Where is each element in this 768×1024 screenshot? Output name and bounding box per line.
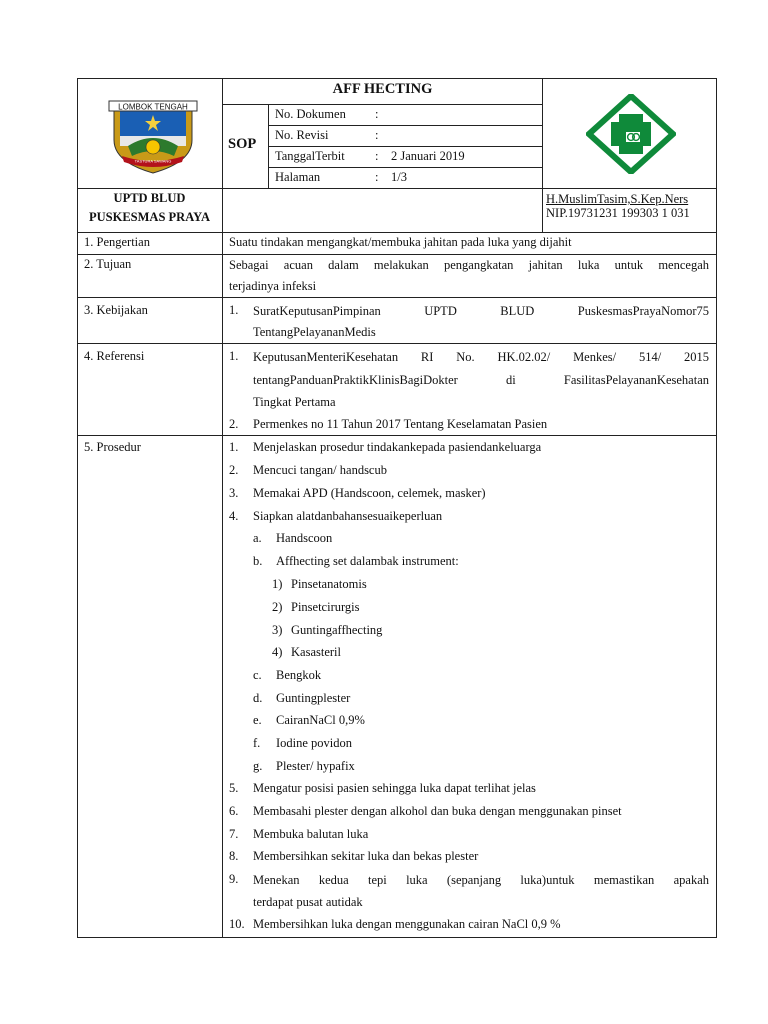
prosedur-substep: Iodine povidon <box>276 736 353 750</box>
field-label: TanggalTerbit <box>275 149 345 163</box>
list-paren-number: 2) <box>272 600 283 614</box>
sop-label: SOP <box>228 136 257 152</box>
signer-name: H.MuslimTasim,S.Kep.Ners <box>546 192 689 206</box>
field-sep: : <box>375 170 379 184</box>
field-label: No. Dokumen <box>275 107 346 121</box>
section-label-tujuan: 2. Tujuan <box>84 257 132 271</box>
prosedur-substep: Handscoon <box>276 531 333 545</box>
list-number: 10. <box>229 917 245 931</box>
list-number: 4. <box>229 509 239 523</box>
field-sep: : <box>375 107 379 121</box>
list-number: 8. <box>229 849 239 863</box>
prosedur-substep: Bengkok <box>276 668 322 682</box>
referensi-line: Tingkat Pertama <box>253 395 336 409</box>
list-paren-number: 3) <box>272 623 283 637</box>
section-label-kebijakan: 3. Kebijakan <box>84 303 148 317</box>
prosedur-substep: CairanNaCl 0,9% <box>276 713 365 727</box>
list-number: 2. <box>229 463 239 477</box>
signer-nip: NIP.19731231 199303 1 031 <box>546 206 690 220</box>
instrument-item: Guntingaffhecting <box>291 623 383 637</box>
field-label: No. Revisi <box>275 128 329 142</box>
prosedur-substep: Guntingplester <box>276 691 351 705</box>
list-number: 5. <box>229 781 239 795</box>
list-letter: d. <box>253 691 263 705</box>
kebijakan-line: SuratKeputusanPimpinan UPTD BLUD PuskesmasPrayaNomor75 <box>253 304 709 318</box>
prosedur-step: Memakai APD (Handscoon, celemek, masker) <box>253 486 486 500</box>
prosedur-step: Mengatur posisi pasien sehingga luka dapat terlihat jelas <box>253 781 536 795</box>
kebijakan-line: TentangPelayananMedis <box>253 325 376 339</box>
field-label: Halaman <box>275 170 321 184</box>
list-letter: c. <box>253 668 262 682</box>
prosedur-step: Membersihkan luka dengan menggunakan cairan NaCl 0,9 % <box>253 917 561 931</box>
list-letter: a. <box>253 531 262 545</box>
org-line2: PUSKESMAS PRAYA <box>89 210 210 224</box>
list-number: 6. <box>229 804 239 818</box>
list-number: 1. <box>229 303 239 317</box>
list-paren-number: 4) <box>272 645 283 659</box>
puskesmas-logo <box>586 94 676 174</box>
prosedur-substep: Affhecting set dalambak instrument: <box>276 554 459 568</box>
list-number: 2. <box>229 417 239 431</box>
instrument-item: Pinsetcirurgis <box>291 600 360 614</box>
instrument-item: Pinsetanatomis <box>291 577 367 591</box>
svg-text:TASTURA SAWANG: TASTURA SAWANG <box>134 158 172 164</box>
list-letter: e. <box>253 713 262 727</box>
tujuan-line: terjadinya infeksi <box>229 279 317 293</box>
list-number: 7. <box>229 827 239 841</box>
prosedur-substep: Plester/ hypafix <box>276 759 355 773</box>
lombok-tengah-logo <box>108 100 198 174</box>
field-value: 2 Januari 2019 <box>391 149 465 163</box>
list-number: 1. <box>229 349 239 363</box>
prosedur-step: terdapat pusat autidak <box>253 895 363 909</box>
svg-text:LOMBOK TENGAH: LOMBOK TENGAH <box>118 102 188 112</box>
referensi-line: KeputusanMenteriKesehatan RI No. HK.02.02/ Menkes/ 514/ 2015 <box>253 350 709 364</box>
prosedur-step: Membuka balutan luka <box>253 827 369 841</box>
referensi-line: Permenkes no 11 Tahun 2017 Tentang Keselamatan Pasien <box>253 417 548 431</box>
section-label-prosedur: 5. Prosedur <box>84 440 141 454</box>
list-letter: f. <box>253 736 261 750</box>
prosedur-step: Membasahi plester dengan alkohol dan buka dengan menggunakan pinset <box>253 804 622 818</box>
prosedur-step: Menjelaskan prosedur tindakankepada pasiendankeluarga <box>253 440 542 454</box>
list-letter: b. <box>253 554 263 568</box>
field-sep: : <box>375 128 379 142</box>
prosedur-step: Membersihkan sekitar luka dan bekas plester <box>253 849 479 863</box>
field-value: 1/3 <box>391 170 407 184</box>
page-title: AFF HECTING <box>332 81 433 97</box>
org-line1: UPTD BLUD <box>113 191 186 205</box>
list-number: 1. <box>229 440 239 454</box>
instrument-item: Kasasteril <box>291 645 341 659</box>
prosedur-step: Siapkan alatdanbahansesuaikeperluan <box>253 509 443 523</box>
referensi-line: tentangPanduanPraktikKlinisBagiDokter di FasilitasPelayananKesehatan <box>253 373 709 387</box>
section-label-pengertian: 1. Pengertian <box>84 235 150 249</box>
field-sep: : <box>375 149 379 163</box>
list-letter: g. <box>253 759 263 773</box>
prosedur-step: Menekan kedua tepi luka (sepanjang luka)untuk memastikan apakah <box>253 873 709 887</box>
prosedur-step: Mencuci tangan/ handscub <box>253 463 387 477</box>
list-number: 9. <box>229 872 239 886</box>
list-paren-number: 1) <box>272 577 283 591</box>
list-number: 3. <box>229 486 239 500</box>
tujuan-line: Sebagai acuan dalam melakukan pengangkatan jahitan luka untuk mencegah <box>229 258 709 272</box>
pengertian-text: Suatu tindakan mengangkat/membuka jahitan pada luka yang dijahit <box>229 235 572 249</box>
section-label-referensi: 4. Referensi <box>84 349 145 363</box>
